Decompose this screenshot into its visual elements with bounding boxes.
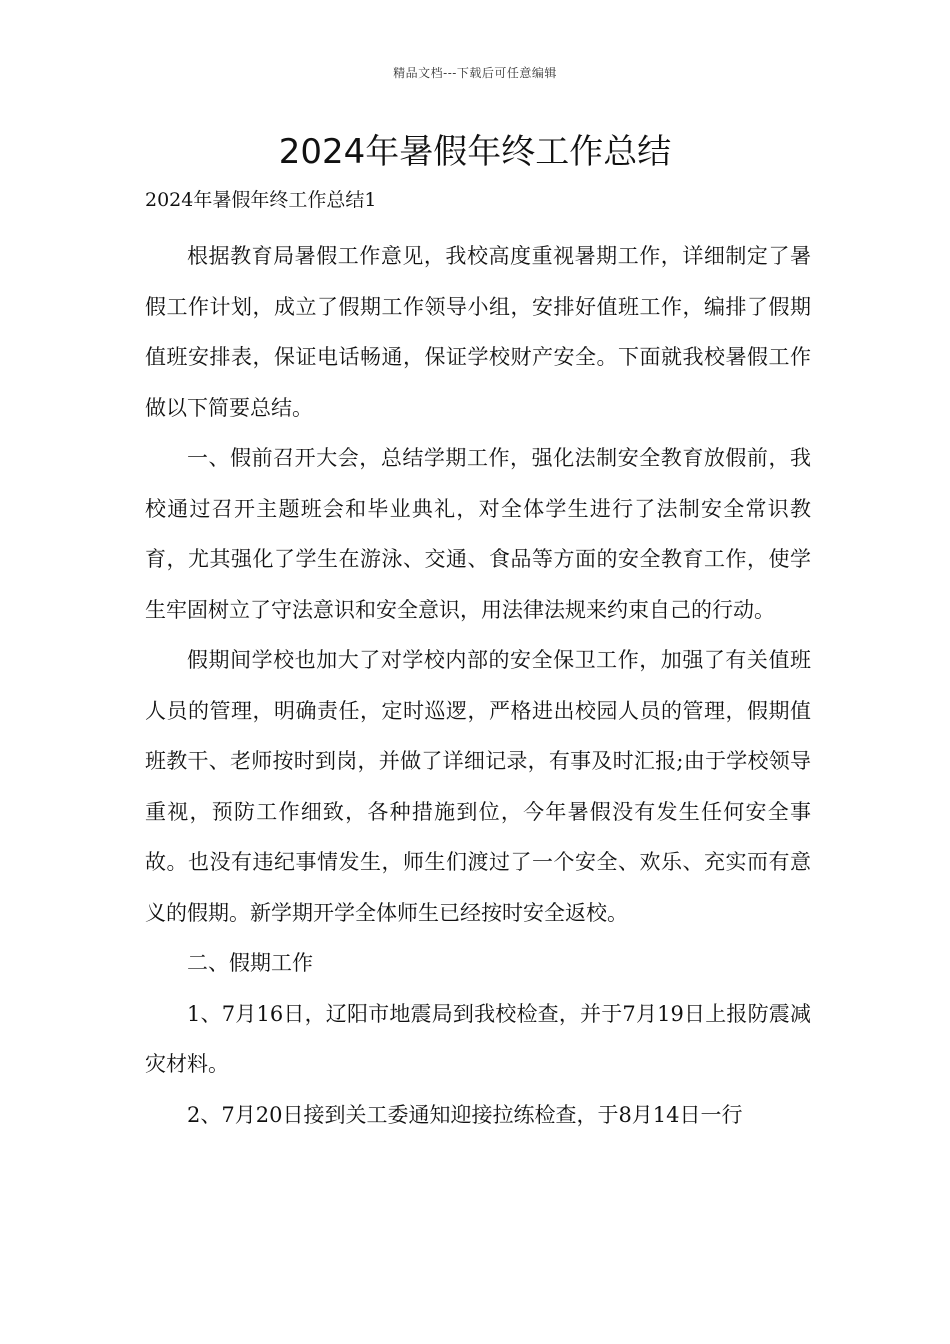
- paragraph-section-two-heading: 二、假期工作: [187, 951, 313, 975]
- paragraph-item-2: 2、7月20日接到关工委通知迎接拉练检查，于8月14日一行: [187, 1102, 743, 1127]
- paragraph-safety: 假期间学校也加大了对学校内部的安全保卫工作，加强了有关值班人员的管理，明确责任，定时巡逻，严格进出校园人员的管理，假期值班教干、老师按时到岗，并做了详细记录，有事及时汇报;由于学校领导重视，预防工作细致，各种措施到位，今年暑假没有发生任何安全事故。也没有违纪事情发生，师生们渡过了一个安全、欢乐、充实而有意义的假期。新学期开学全体师生已经按时安全返校。: [145, 648, 811, 925]
- paragraph-item-1: 1、7月16日，辽阳市地震局到我校检查，并于7月19日上报防震减灾材料。: [145, 1001, 811, 1076]
- page-header-note: 精品文档---下载后可任意编辑: [393, 66, 557, 80]
- paragraph-section-one: 一、假前召开大会，总结学期工作，强化法制安全教育放假前，我校通过召开主题班会和毕业典礼，对全体学生进行了法制安全常识教育，尤其强化了学生在游泳、交通、食品等方面的安全教育工作，使学生牢固树立了守法意识和安全意识，用法律法规来约束自己的行动。: [145, 446, 811, 622]
- document-title: 2024年暑假年终工作总结: [278, 132, 672, 172]
- document-subtitle: 2024年暑假年终工作总结1: [145, 189, 377, 211]
- paragraph-intro: 根据教育局暑假工作意见，我校高度重视暑期工作，详细制定了暑假工作计划，成立了假期工作领导小组，安排好值班工作，编排了假期值班安排表，保证电话畅通，保证学校财产安全。下面就我校暑假工作做以下简要总结。: [145, 244, 811, 420]
- document-body: [145, 231, 811, 1140]
